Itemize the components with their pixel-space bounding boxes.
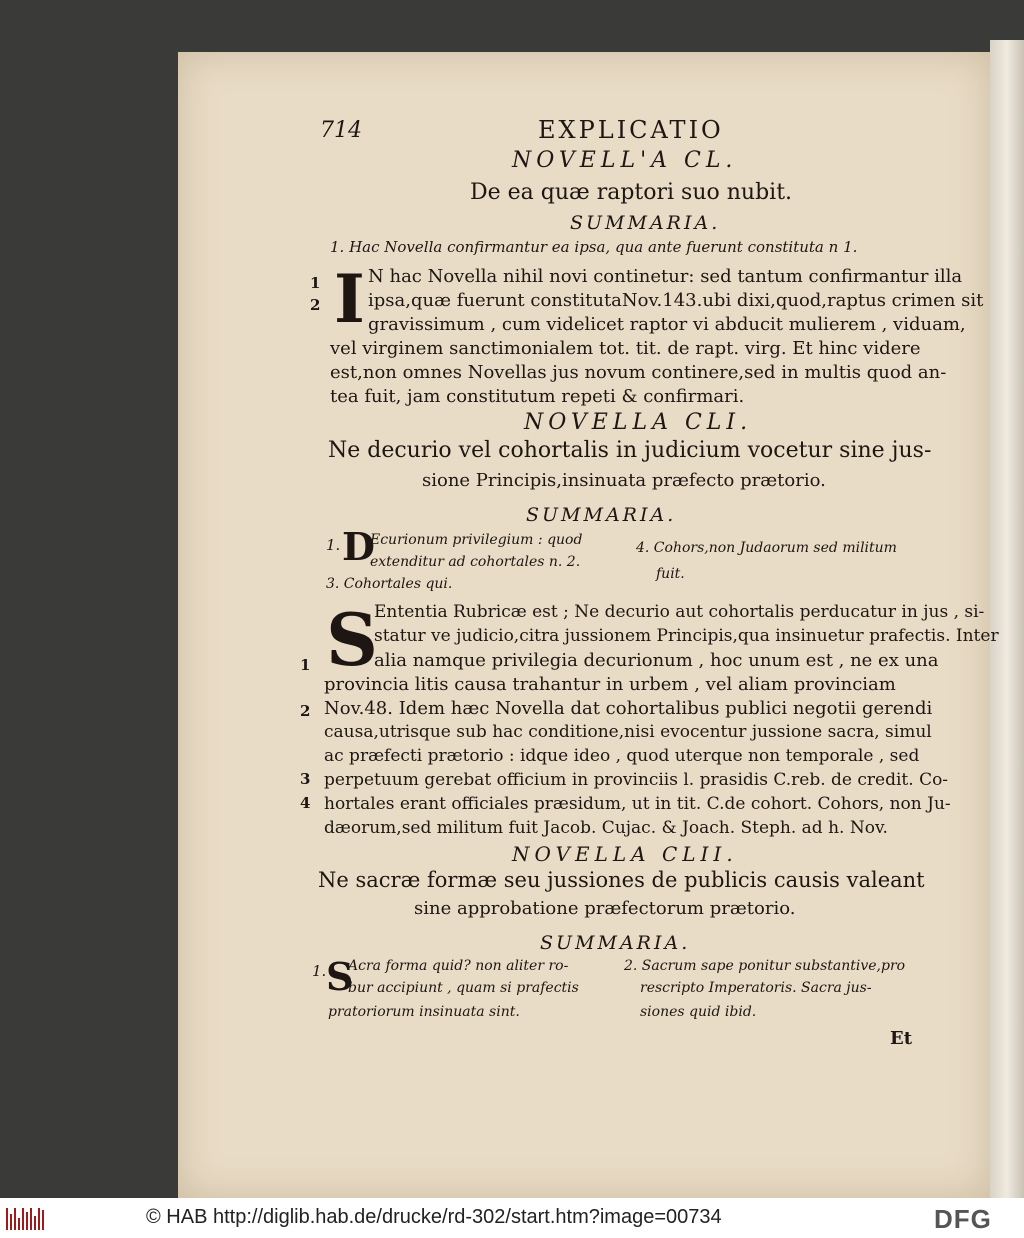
text-line: statur ve judicio,citra jussionem Principis,qua insinuetur prafectis. Inter bbox=[374, 626, 999, 646]
adjacent-page-edge bbox=[990, 40, 1024, 1198]
margin-number: 3 bbox=[300, 770, 311, 788]
summaria-drop-cap: D bbox=[342, 524, 375, 569]
dfg-logo: DFG bbox=[934, 1204, 992, 1234]
page-content bbox=[178, 52, 999, 1198]
text-line: ac præfecti prætorio : idque ideo , quod uterque non temporale , sed bbox=[324, 746, 920, 766]
text-line: hortales erant officiales præsidum, ut in tit. C.de cohort. Cohors, non Ju- bbox=[324, 794, 951, 814]
novella-150-summaria-item: 1. Hac Novella confirmantur ea ipsa, qua ante fuerunt constituta n 1. bbox=[330, 238, 858, 256]
text-line: causa,utrisque sub hac conditione,nisi evocentur jussione sacra, simul bbox=[324, 722, 932, 742]
catchword: Et bbox=[890, 1028, 913, 1049]
book-page bbox=[178, 52, 999, 1198]
hab-barcode-icon bbox=[6, 1206, 46, 1230]
summaria-item: rescripto Imperatoris. Sacra jus- bbox=[640, 980, 872, 996]
text-line: provincia litis causa trahantur in urbem , vel aliam provinciam bbox=[324, 674, 896, 695]
summaria-item: extenditur ad cohortales n. 2. bbox=[370, 554, 581, 570]
novella-151-subtitle-line1: Ne decurio vel cohortalis in judicium vocetur sine jus- bbox=[328, 438, 932, 463]
margin-number: 1 bbox=[300, 656, 311, 674]
text-line: tea fuit, jam constitutum repeti & confirmari. bbox=[330, 386, 745, 407]
margin-number: 2 bbox=[310, 296, 321, 314]
summaria-item: siones quid ibid. bbox=[640, 1004, 757, 1020]
drop-cap: S bbox=[326, 597, 378, 682]
novella-151-title: NOVELLA CLI. bbox=[524, 410, 753, 435]
summaria-drop-cap: S bbox=[326, 954, 354, 999]
text-line: perpetuum gerebat officium in provinciis l. prasidis C.reb. de credit. Co- bbox=[324, 770, 949, 790]
summaria-item: bur accipiunt , quam si prafectis bbox=[348, 980, 579, 996]
summaria-item: fuit. bbox=[656, 566, 685, 582]
text-line: est,non omnes Novellas jus novum continere,sed in multis quod an- bbox=[330, 362, 947, 383]
text-line: N hac Novella nihil novi continetur: sed tantum confirmantur illa bbox=[368, 266, 963, 287]
novella-152-subtitle-line2: sine approbatione præfectorum prætorio. bbox=[414, 898, 796, 919]
drop-cap: I bbox=[334, 260, 365, 338]
summaria-item: Ecurionum privilegium : quod bbox=[370, 532, 583, 548]
text-line: dæorum,sed militum fuit Jacob. Cujac. & Joach. Steph. ad h. Nov. bbox=[324, 818, 888, 838]
summaria-item: Acra forma quid? non aliter ro- bbox=[348, 958, 569, 974]
text-line: Nov.48. Idem hæc Novella dat cohortalibus publici negotii gerendi bbox=[324, 698, 933, 719]
novella-150-title: NOVELL'A CL. bbox=[512, 148, 738, 173]
text-line: ipsa,quæ fuerunt constitutaNov.143.ubi dixi,quod,raptus crimen sit bbox=[368, 290, 984, 311]
text-line: gravissimum , cum videlicet raptor vi abducit mulierem , viduam, bbox=[368, 314, 966, 335]
margin-number: 4 bbox=[300, 794, 311, 812]
page-number: 714 bbox=[320, 118, 362, 143]
running-title: EXPLICATIO bbox=[538, 116, 724, 144]
novella-151-summaria-heading: SUMMARIA. bbox=[526, 504, 677, 526]
novella-150-subtitle: De ea quæ raptori suo nubit. bbox=[470, 180, 793, 205]
summaria-item: 2. Sacrum sape ponitur substantive,pro bbox=[624, 958, 906, 974]
summaria-item: 3. Cohortales qui. bbox=[326, 576, 453, 592]
summaria-item: pratoriorum insinuata sint. bbox=[328, 1004, 520, 1020]
novella-152-title: NOVELLA CLII. bbox=[512, 842, 738, 866]
novella-152-subtitle-line1: Ne sacræ formæ seu jussiones de publicis causis valeant bbox=[318, 868, 925, 892]
viewer-footer bbox=[0, 1198, 1024, 1238]
source-link[interactable]: © HAB http://diglib.hab.de/drucke/rd-302/start.htm?image=00734 bbox=[146, 1206, 722, 1228]
text-line: Ententia Rubricæ est ; Ne decurio aut cohortalis perducatur in jus , si- bbox=[374, 602, 985, 622]
summaria-number: 1. bbox=[312, 962, 327, 980]
text-line: alia namque privilegia decurionum , hoc unum est , ne ex una bbox=[374, 650, 939, 671]
text-line: vel virginem sanctimonialem tot. tit. de rapt. virg. Et hinc videre bbox=[330, 338, 921, 359]
margin-number: 2 bbox=[300, 702, 311, 720]
novella-151-subtitle-line2: sione Principis,insinuata præfecto prætorio. bbox=[422, 470, 826, 491]
novella-150-summaria-heading: SUMMARIA. bbox=[570, 212, 721, 234]
summaria-number: 1. bbox=[326, 536, 341, 554]
novella-152-summaria-heading: SUMMARIA. bbox=[540, 932, 691, 954]
margin-number: 1 bbox=[310, 274, 321, 292]
summaria-item: 4. Cohors,non Judaorum sed militum bbox=[636, 540, 897, 556]
